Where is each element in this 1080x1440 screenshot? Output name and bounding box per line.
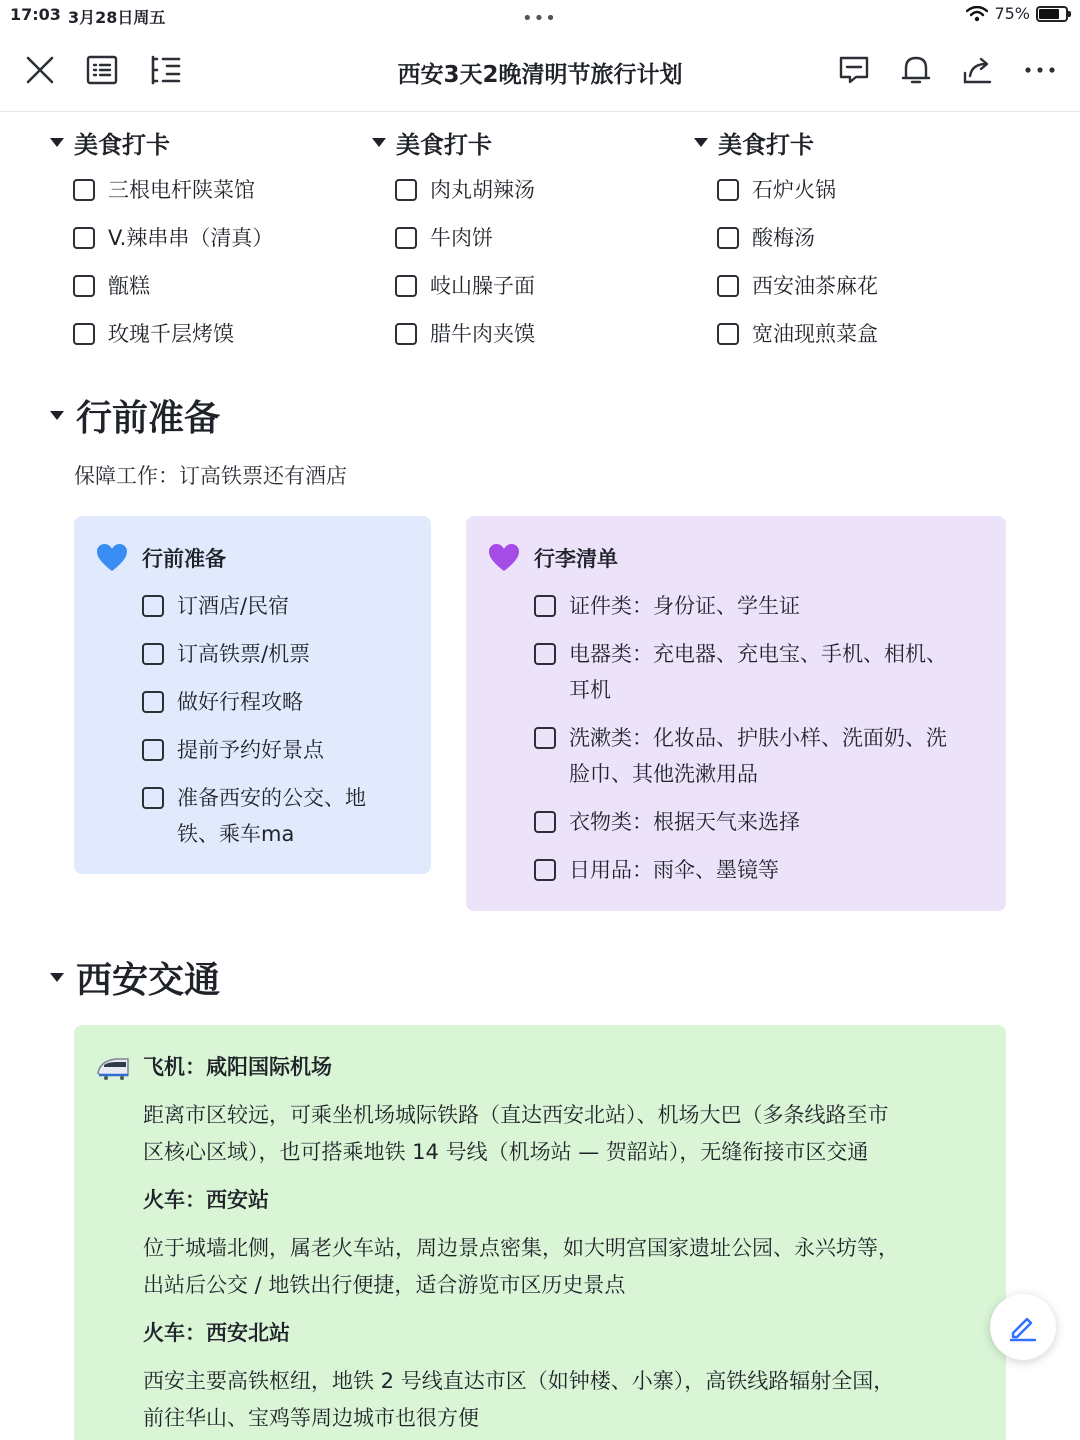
checkbox[interactable]	[142, 595, 164, 617]
status-right	[966, 4, 1068, 23]
pencil-icon	[1007, 1311, 1039, 1343]
food-heading[interactable]: 美食打卡	[50, 126, 273, 158]
checkbox[interactable]	[142, 691, 164, 713]
checkbox[interactable]	[534, 643, 556, 665]
caret-down-icon[interactable]	[50, 138, 64, 147]
plane-title: 飞机：咸阳国际机场	[143, 1055, 332, 1079]
checkbox[interactable]	[717, 227, 739, 249]
checkbox[interactable]	[73, 227, 95, 249]
checkbox[interactable]	[73, 323, 95, 345]
checklist-item: 订高铁票/机票	[142, 636, 366, 672]
food-column-2	[372, 126, 535, 352]
luggage-callout	[466, 516, 1006, 911]
caret-down-icon[interactable]	[372, 138, 386, 147]
plane-desc-line: 区核心区域），也可搭乘地铁 14 号线（机场站 — 贺韶站），无缝衔接市区交通	[143, 1140, 869, 1164]
blue-heart-icon	[96, 542, 128, 574]
battery-icon	[1036, 6, 1068, 22]
checklist-item: 酸梅汤	[717, 220, 878, 256]
traffic-callout	[74, 1025, 1006, 1440]
comment-icon[interactable]	[832, 48, 876, 92]
train2-desc-line: 前往华山、宝鸡等周边城市也很方便	[143, 1406, 479, 1430]
checkbox[interactable]	[142, 739, 164, 761]
checkbox[interactable]	[395, 323, 417, 345]
caret-down-icon[interactable]	[50, 411, 64, 420]
checkbox[interactable]	[73, 275, 95, 297]
checklist-item: 衣物类：根据天气来选择	[534, 804, 947, 840]
checklist-item: 甑糕	[73, 268, 273, 304]
checkbox[interactable]	[534, 811, 556, 833]
checklist-item: 岐山臊子面	[395, 268, 535, 304]
status-bar	[0, 0, 1080, 30]
checklist-item: V.辣串串（清真）	[73, 220, 273, 256]
section-heading-prep[interactable]: 行前准备	[50, 390, 220, 441]
checkbox[interactable]	[142, 787, 164, 809]
checkbox[interactable]	[717, 275, 739, 297]
doc-title: 西安3天2晚清明节旅行计划	[397, 62, 683, 88]
checklist-item: 证件类：身份证、学生证	[534, 588, 947, 624]
plane-desc-line: 距离市区较远，可乘坐机场城际铁路（直达西安北站）、机场大巴（多条线路至市	[143, 1103, 889, 1127]
checkbox[interactable]	[142, 643, 164, 665]
train1-title: 火车：西安站	[143, 1188, 269, 1212]
checklist-item: 宽油现煎菜盒	[717, 316, 878, 352]
checkbox[interactable]	[717, 179, 739, 201]
multitask-dots-icon[interactable]: •••	[522, 8, 557, 29]
food-heading[interactable]: 美食打卡	[372, 126, 535, 158]
checkbox[interactable]	[395, 275, 417, 297]
checklist-item: 西安油茶麻花	[717, 268, 878, 304]
caret-down-icon[interactable]	[50, 973, 64, 982]
checkbox[interactable]	[717, 323, 739, 345]
checklist-item: 腊牛肉夹馍	[395, 316, 535, 352]
checkbox[interactable]	[395, 227, 417, 249]
checklist-item: 石炉火锅	[717, 172, 878, 208]
checklist-item: 准备西安的公交、地 铁、乘车ma	[142, 780, 366, 852]
checkbox[interactable]	[534, 727, 556, 749]
train-icon	[96, 1053, 130, 1085]
callout-title: 行前准备	[96, 542, 226, 574]
checklist-item: 玫瑰千层烤馍	[73, 316, 273, 352]
status-time: 17:03	[10, 5, 61, 24]
doc-toolbar	[0, 30, 1080, 112]
more-icon[interactable]	[1018, 48, 1062, 92]
train2-desc-line: 西安主要高铁枢纽，地铁 2 号线直达市区（如钟楼、小寨），高铁线路辐射全国，	[143, 1369, 895, 1393]
prep-callout	[74, 516, 431, 874]
train2-title: 火车：西安北站	[143, 1321, 290, 1345]
food-heading[interactable]: 美食打卡	[694, 126, 878, 158]
purple-heart-icon	[488, 542, 520, 574]
status-date: 3月28日周五	[68, 8, 166, 27]
checkbox[interactable]	[73, 179, 95, 201]
checklist-item: 肉丸胡辣汤	[395, 172, 535, 208]
checklist-item: 做好行程攻略	[142, 684, 366, 720]
edit-button[interactable]	[990, 1294, 1056, 1360]
bell-icon[interactable]	[894, 48, 938, 92]
checkbox[interactable]	[395, 179, 417, 201]
share-icon[interactable]	[956, 48, 1000, 92]
train1-desc-line: 位于城墙北侧，属老火车站，周边景点密集，如大明宫国家遗址公园、永兴坊等，	[143, 1236, 899, 1260]
train1-desc-line: 出站后公交 / 地铁出行便捷，适合游览市区历史景点	[143, 1273, 626, 1297]
checklist-item: 牛肉饼	[395, 220, 535, 256]
checklist-item: 洗漱类：化妆品、护肤小样、洗面奶、洗 脸巾、其他洗漱用品	[534, 720, 947, 792]
caret-down-icon[interactable]	[694, 138, 708, 147]
callout-title: 行李清单	[488, 542, 618, 574]
battery-percent: 75%	[994, 4, 1030, 23]
checklist-item: 电器类：充电器、充电宝、手机、相机、 耳机	[534, 636, 947, 708]
checklist-item: 三根电杆陕菜馆	[73, 172, 273, 208]
section-heading-traffic[interactable]: 西安交通	[50, 952, 220, 1003]
checklist-item: 日用品：雨伞、墨镜等	[534, 852, 947, 888]
food-column-1	[50, 126, 273, 352]
prep-note: 保障工作：订高铁票还有酒店	[74, 464, 347, 488]
wifi-icon	[966, 6, 988, 22]
food-column-3	[694, 126, 878, 352]
checkbox[interactable]	[534, 595, 556, 617]
checklist-item: 提前予约好景点	[142, 732, 366, 768]
checkbox[interactable]	[534, 859, 556, 881]
checklist-item: 订酒店/民宿	[142, 588, 366, 624]
